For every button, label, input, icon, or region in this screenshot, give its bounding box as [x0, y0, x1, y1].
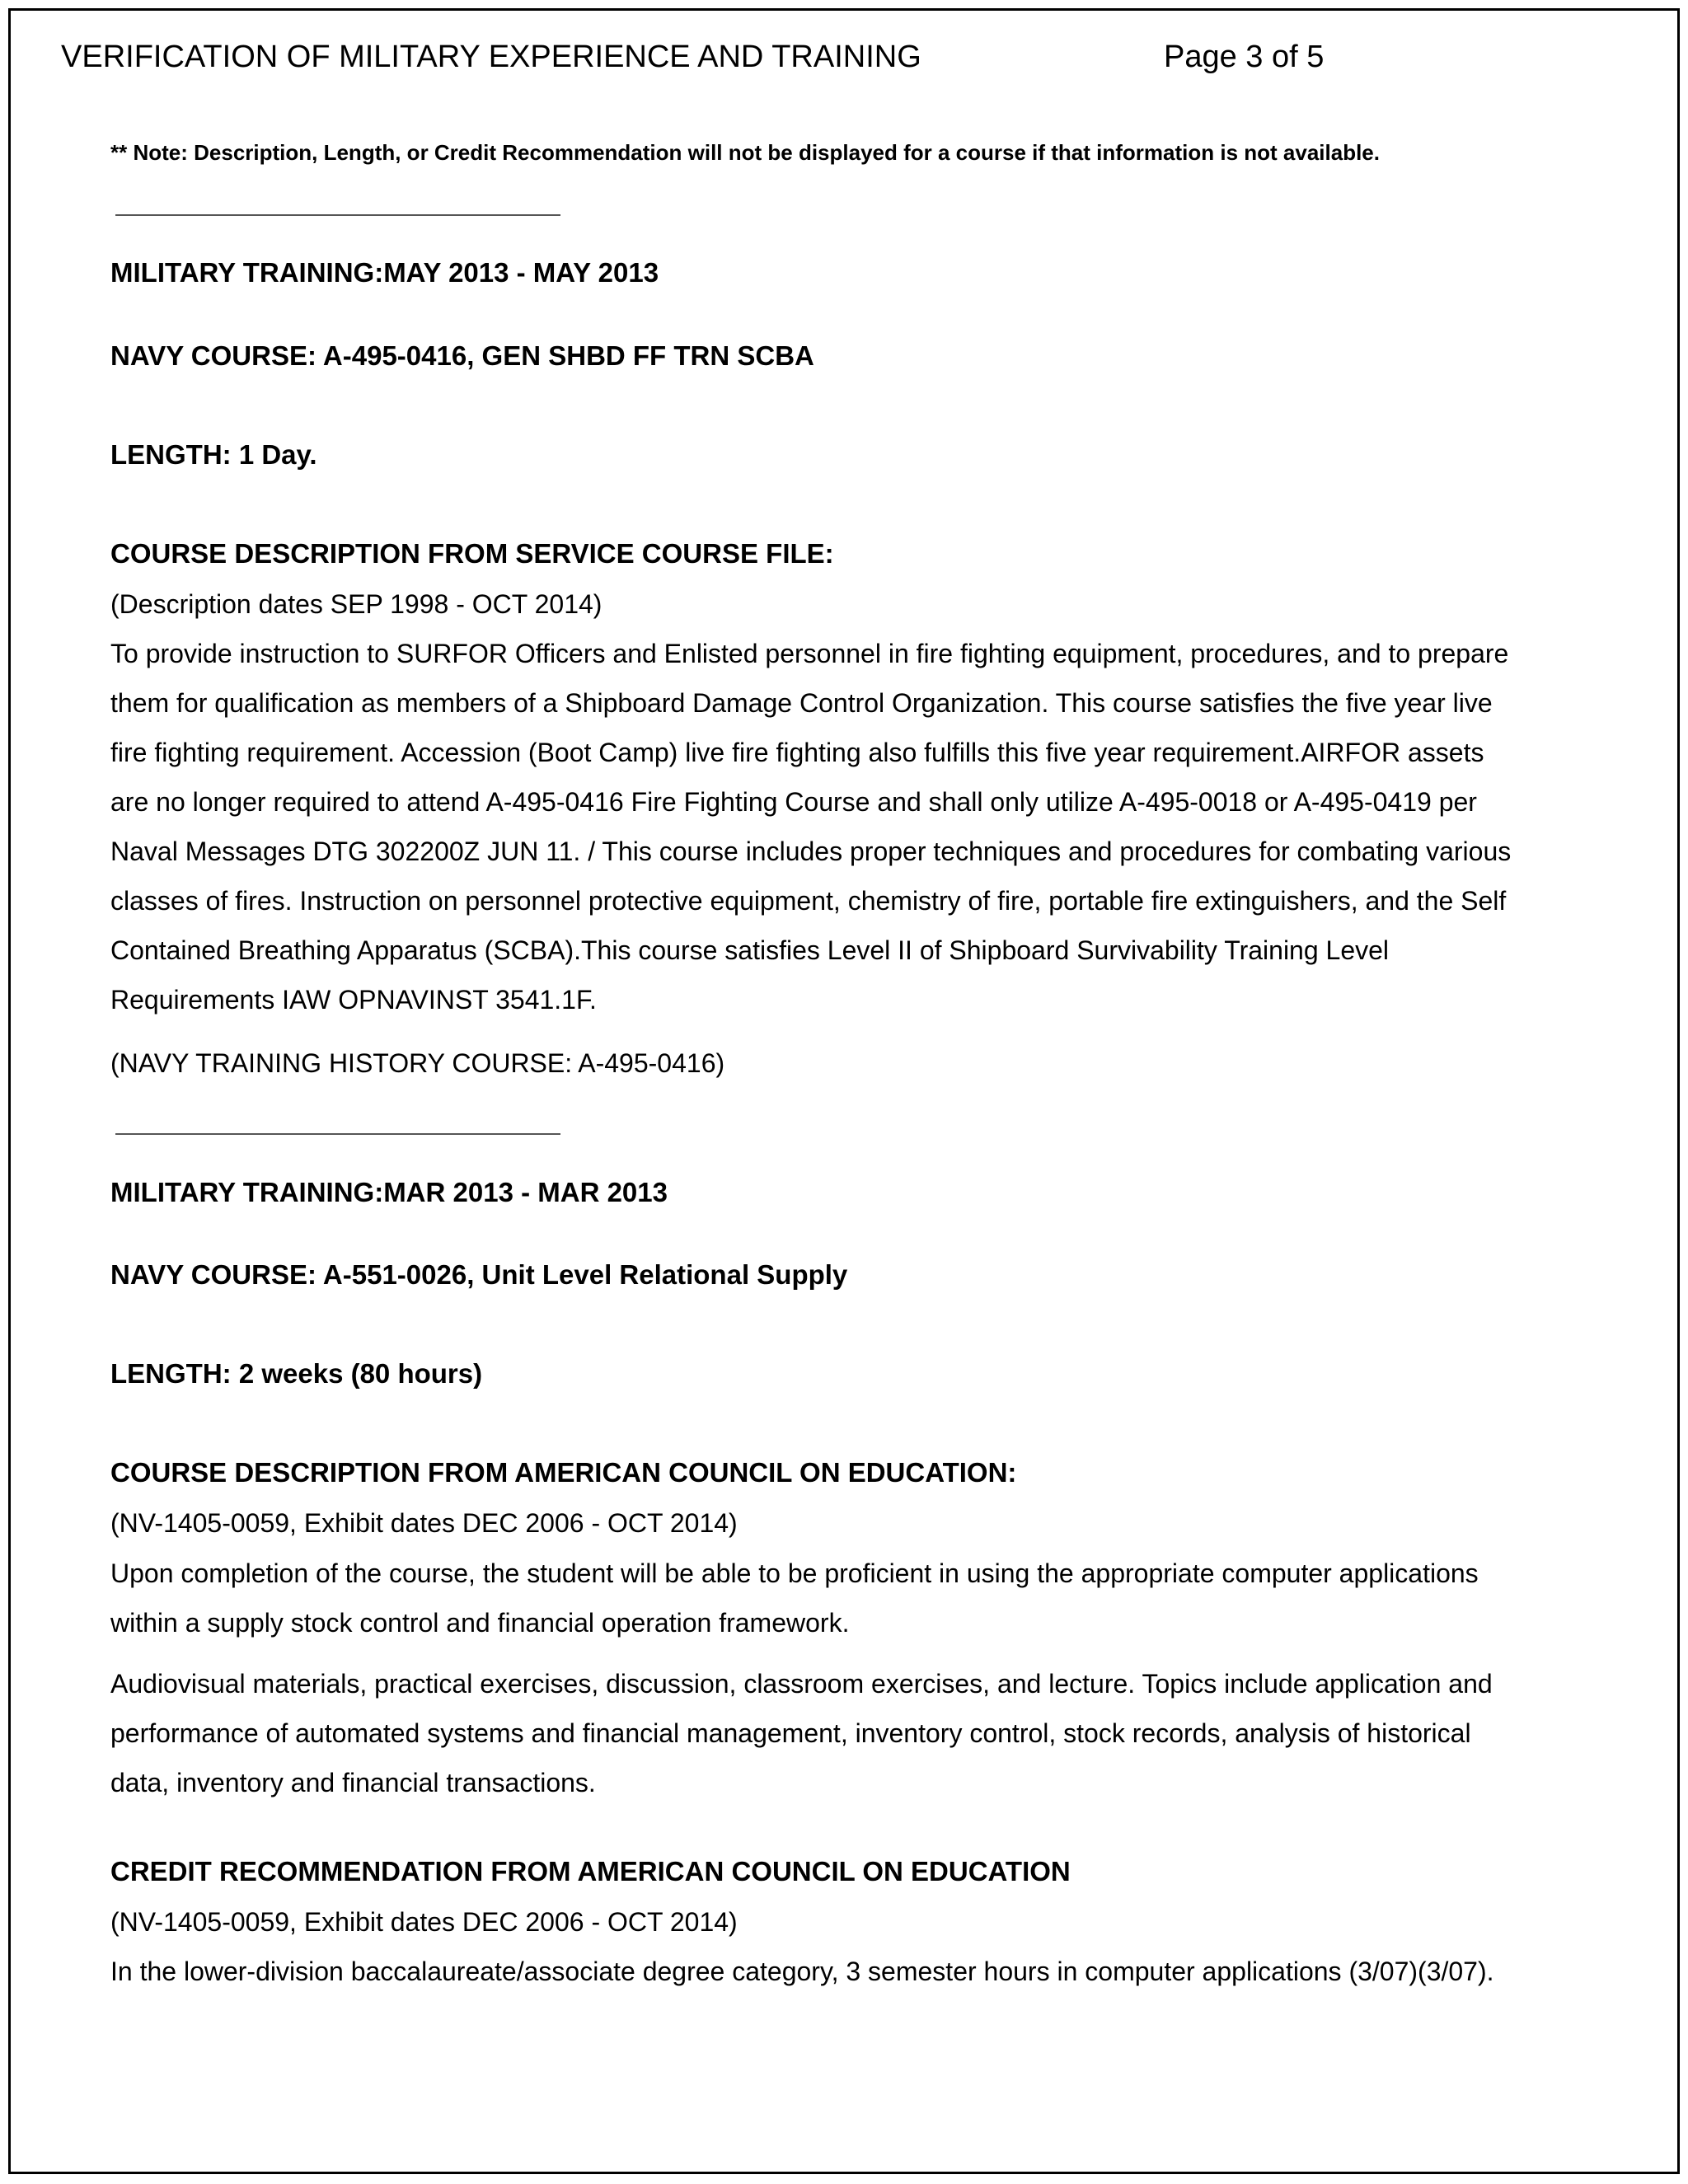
description-line: within a supply stock control and financial operation framework.: [110, 1608, 850, 1638]
credit-recommendation-heading: CREDIT RECOMMENDATION FROM AMERICAN COUNCIL ON EDUCATION: [110, 1856, 1071, 1886]
document-title: VERIFICATION OF MILITARY EXPERIENCE AND TRAINING: [61, 40, 921, 74]
course-description: [110, 629, 1594, 1024]
section-divider: [115, 1133, 560, 1135]
description-line: Requirements IAW OPNAVINST 3541.1F.: [110, 985, 597, 1015]
description-line: Contained Breathing Apparatus (SCBA).This course satisfies Level II of Shipboard Survivability Training Level: [110, 935, 1390, 965]
note-text: ** Note: Description, Length, or Credit Recommendation will not be displayed for a course if that information is not available.: [110, 140, 1380, 165]
training-dates-heading: MILITARY TRAINING:MAY 2013 - MAY 2013: [110, 257, 659, 288]
course-description: [110, 1549, 1594, 1647]
course-description-topics: [110, 1659, 1594, 1807]
course-title: NAVY COURSE: A-551-0026, Unit Level Relational Supply: [110, 1259, 848, 1290]
course-length: LENGTH: 2 weeks (80 hours): [110, 1358, 483, 1389]
description-line: them for qualification as members of a Shipboard Damage Control Organization. This course satisfies the five year live: [110, 688, 1493, 718]
description-heading: COURSE DESCRIPTION FROM SERVICE COURSE FILE:: [110, 538, 834, 569]
description-line: performance of automated systems and financial management, inventory control, stock records, analysis of historical: [110, 1718, 1471, 1748]
description-dates: (Description dates SEP 1998 - OCT 2014): [110, 589, 603, 619]
description-line: Upon completion of the course, the student will be able to be proficient in using the appropriate computer applications: [110, 1558, 1479, 1588]
course-length: LENGTH: 1 Day.: [110, 439, 317, 470]
training-history-course: (NAVY TRAINING HISTORY COURSE: A-495-0416): [110, 1048, 725, 1078]
credit-recommendation-dates: (NV-1405-0059, Exhibit dates DEC 2006 - OCT 2014): [110, 1907, 738, 1937]
description-line: are no longer required to attend A-495-0416 Fire Fighting Course and shall only utilize A-495-0018 or A-495-0419 per: [110, 787, 1477, 817]
description-line: To provide instruction to SURFOR Officers and Enlisted personnel in fire fighting equipment, procedures, and to prepare: [110, 639, 1509, 668]
training-dates-heading: MILITARY TRAINING:MAR 2013 - MAR 2013: [110, 1177, 668, 1207]
credit-recommendation-text: In the lower-division baccalaureate/associate degree category, 3 semester hours in computer applications (3/07)(3/07).: [110, 1957, 1494, 1986]
page-number: Page 3 of 5: [1164, 40, 1325, 74]
description-line: Audiovisual materials, practical exercises, discussion, classroom exercises, and lecture. Topics include application and: [110, 1669, 1493, 1699]
description-line: classes of fires. Instruction on personnel protective equipment, chemistry of fire, portable fire extinguishers, and the Self: [110, 886, 1507, 916]
page-frame: [8, 8, 1680, 2174]
description-heading: COURSE DESCRIPTION FROM AMERICAN COUNCIL ON EDUCATION:: [110, 1457, 1017, 1488]
description-line: fire fighting requirement. Accession (Boot Camp) live fire fighting also fulfills this five year requirement.AIRFOR assets: [110, 738, 1484, 767]
description-dates: (NV-1405-0059, Exhibit dates DEC 2006 - OCT 2014): [110, 1508, 738, 1538]
description-line: data, inventory and financial transactions.: [110, 1768, 596, 1797]
section-divider: [115, 214, 560, 216]
course-title: NAVY COURSE: A-495-0416, GEN SHBD FF TRN SCBA: [110, 340, 814, 371]
description-line: Naval Messages DTG 302200Z JUN 11. / This course includes proper techniques and procedures for combating various: [110, 837, 1512, 866]
